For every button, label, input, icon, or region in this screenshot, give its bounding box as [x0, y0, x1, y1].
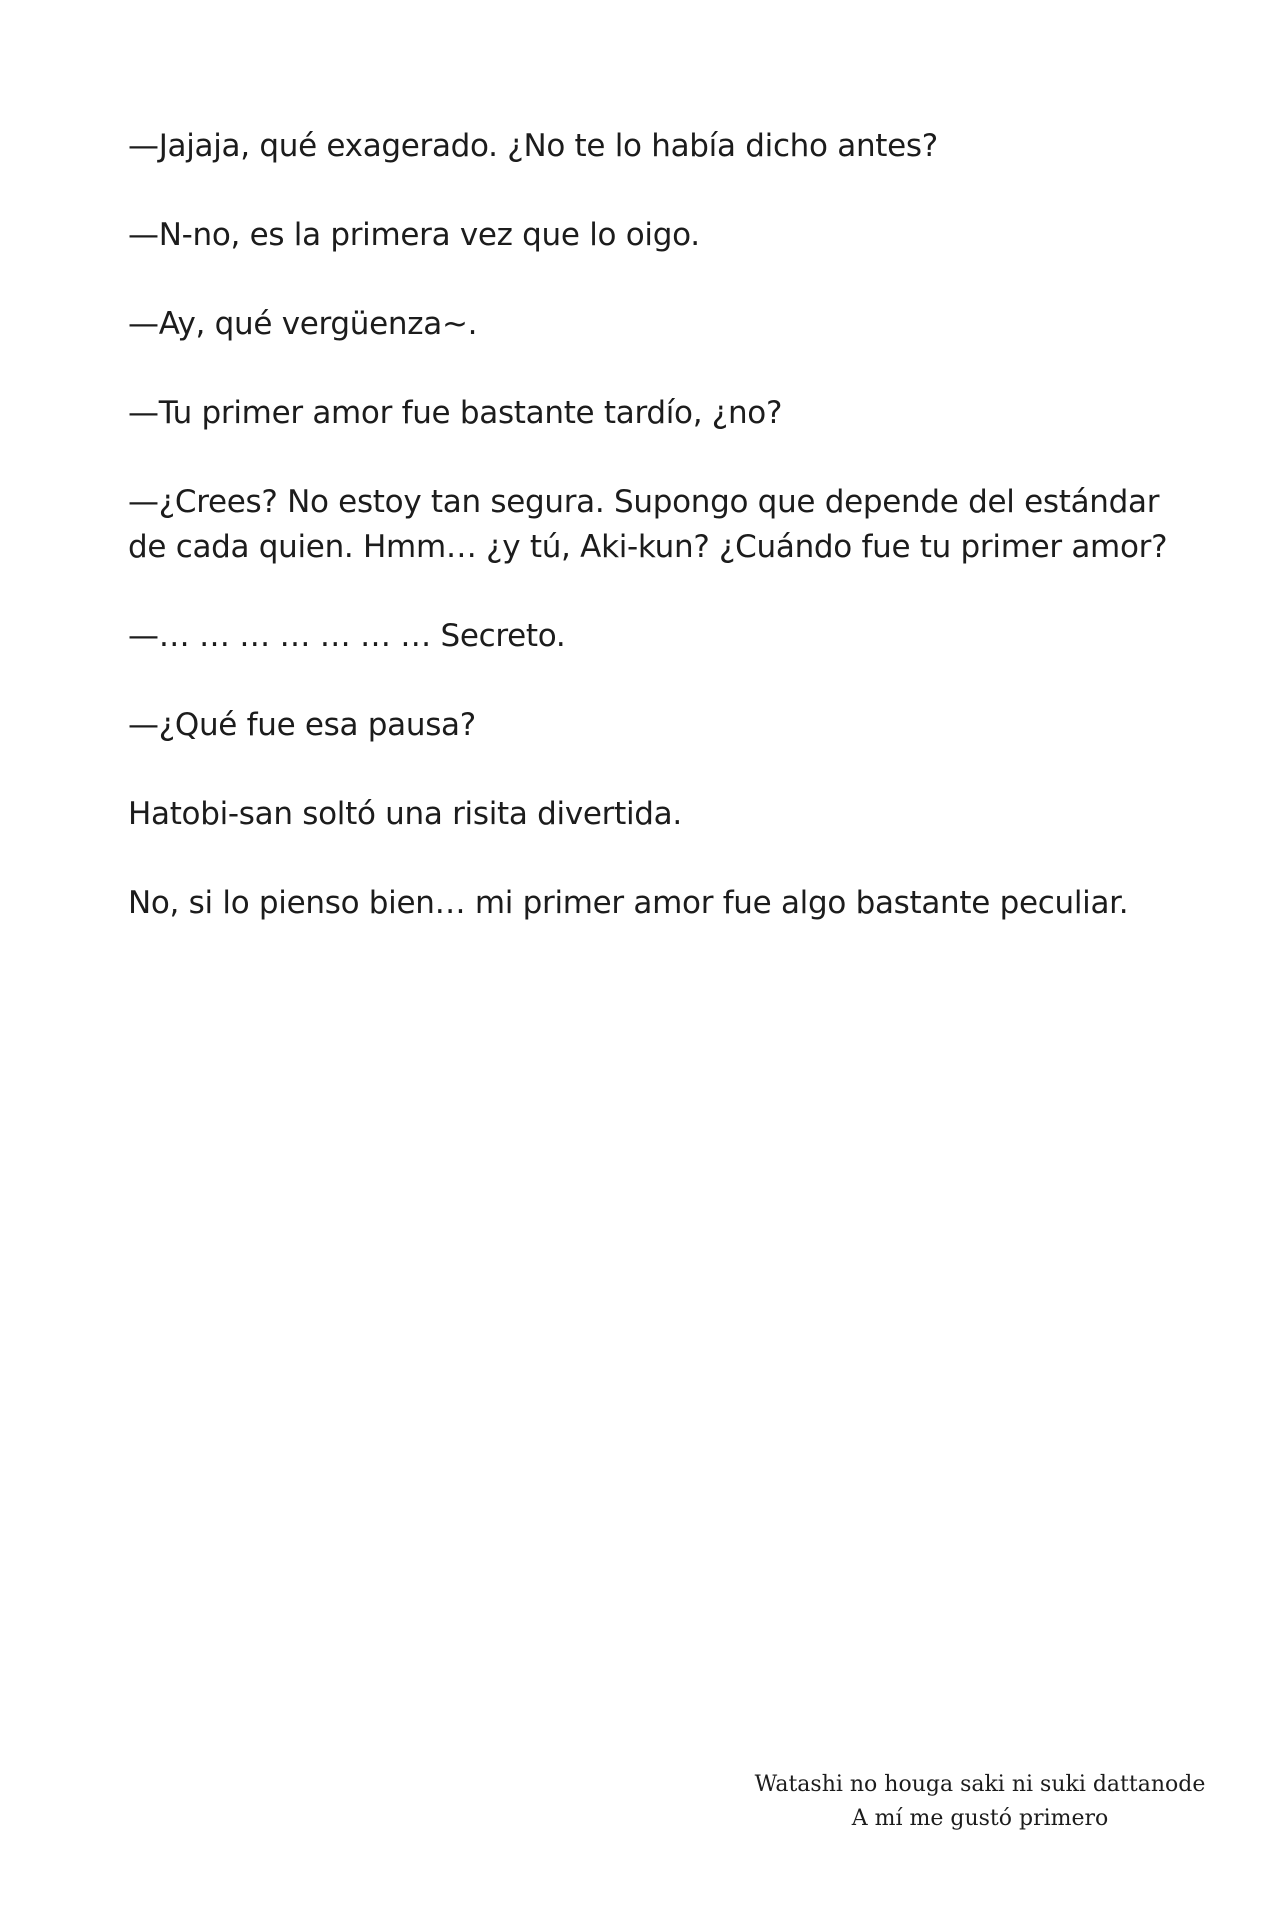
- paragraph: No, si lo pienso bien… mi primer amor fue algo bastante peculiar.: [128, 885, 1129, 921]
- paragraph: —Ay, qué vergüenza~.: [128, 306, 478, 342]
- page-footer: [720, 1768, 1240, 1836]
- paragraph: —N-no, es la primera vez que lo oigo.: [128, 217, 700, 253]
- paragraph: —Jajaja, qué exagerado. ¿No te lo había dicho antes?: [128, 128, 938, 164]
- footer-spanish-title: A mí me gustó primero: [851, 1806, 1109, 1831]
- paragraph: —¿Crees? No estoy tan segura. Supongo que depende del estándar de cada quien. Hmm… ¿y tú, Aki-kun? ¿Cuándo fue tu primer amor?: [128, 484, 1168, 565]
- paragraph: Hatobi-san soltó una risita divertida.: [128, 796, 682, 832]
- paragraph: —… … … … … … … Secreto.: [128, 618, 566, 654]
- paragraph: —¿Qué fue esa pausa?: [128, 707, 476, 743]
- paragraph: —Tu primer amor fue bastante tardío, ¿no?: [128, 395, 783, 431]
- footer-series-title: Watashi no houga saki ni suki dattanode: [754, 1772, 1206, 1797]
- body-text: [128, 124, 1168, 970]
